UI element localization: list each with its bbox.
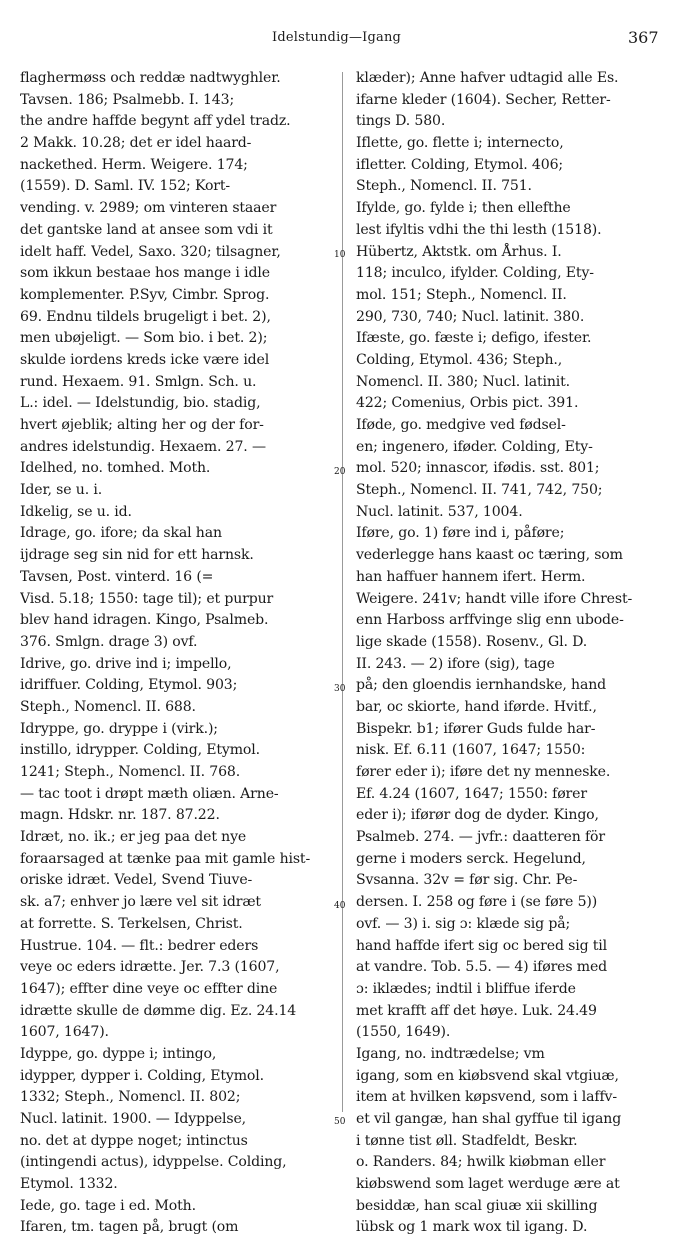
line-number: 20 bbox=[334, 467, 346, 477]
text-line: Iføre, go. 1) føre ind i, påføre; bbox=[356, 525, 565, 542]
text-line: på; den gloendis iernhandske, hand bbox=[356, 677, 607, 694]
text-line: at forrette. S. Terkelsen, Christ. bbox=[20, 915, 243, 932]
text-line: idriffuer. Colding, Etymol. 903; bbox=[20, 677, 238, 694]
text-line: 1332; Steph., Nomencl. II. 802; bbox=[20, 1089, 241, 1106]
text-line: en; ingenero, iføder. Colding, Ety- bbox=[356, 438, 593, 455]
text-line: Tavsen. 186; Psalmebb. I. 143; bbox=[20, 91, 235, 108]
text-line: mol. 151; Steph., Nomencl. II. bbox=[356, 286, 567, 303]
text-line: item at hvilken køpsvend, som i laffv- bbox=[356, 1089, 617, 1106]
text-line: Idelhed, no. tomhed. Moth. bbox=[20, 460, 211, 477]
text-line: magn. Hdskr. nr. 187. 87.22. bbox=[20, 807, 220, 824]
text-line: enn Harboss arffvinge slig enn ubode- bbox=[356, 612, 624, 629]
text-line: Tavsen, Post. vinterd. 16 (= bbox=[20, 568, 214, 585]
text-line: Iføde, go. medgive ved fødsel- bbox=[356, 417, 566, 433]
text-line: Ifylde, go. fylde i; then ellefthe bbox=[356, 200, 571, 217]
text-line: i tønne tist øll. Stadfeldt, Beskr. bbox=[356, 1132, 578, 1149]
text-line: no. det at dyppe noget; intinctus bbox=[20, 1132, 248, 1149]
text-line: sk. a7; enhver jo lære vel sit idræt bbox=[20, 894, 261, 911]
text-line: Visd. 5.18; 1550: tage til); et purpur bbox=[20, 590, 274, 607]
text-line: 2 Makk. 10.28; det er idel haard- bbox=[20, 135, 252, 152]
text-line: 69. Endnu tildels brugeligt i bet. 2), bbox=[20, 308, 271, 325]
text-line: Ider, se u. i. bbox=[20, 482, 103, 499]
left-column bbox=[20, 68, 332, 1239]
text-line: Iflette, go. flette i; internecto, bbox=[356, 135, 564, 152]
text-line: ijdrage seg sin nid for ett harnsk. bbox=[20, 547, 254, 564]
text-line: Idræt, no. ik.; er jeg paa det nye bbox=[20, 829, 247, 846]
text-line: komplementer. P.Syv, Cimbr. Sprog. bbox=[20, 286, 270, 303]
text-line: nisk. Ef. 6.11 (1607, 1647; 1550: bbox=[356, 742, 586, 759]
text-line: Steph., Nomencl. II. 751. bbox=[356, 178, 532, 195]
text-line: instillo, idrypper. Colding, Etymol. bbox=[20, 742, 260, 759]
text-line: Bispekr. b1; ifører Guds fulde har- bbox=[356, 720, 596, 737]
text-line: gerne i moders serck. Hegelund, bbox=[356, 850, 586, 867]
text-line: ifarne kleder (1604). Secher, Retter- bbox=[356, 91, 611, 108]
line-number: 40 bbox=[334, 901, 346, 911]
text-line: nackethed. Herm. Weigere. 174; bbox=[20, 156, 248, 173]
text-line: Nucl. latinit. 1900. — Idyppelse, bbox=[20, 1111, 247, 1127]
text-line: eder i); iførør dog de dyder. Kingo, bbox=[356, 807, 599, 824]
text-line: 290, 730, 740; Nucl. latinit. 380. bbox=[356, 308, 585, 325]
text-line: andres idelstundig. Hexaem. 27. — bbox=[20, 438, 266, 455]
text-line: vending. v. 2989; om vinteren staaer bbox=[20, 200, 277, 217]
text-line: Svsanna. 32v = før sig. Chr. Pe- bbox=[356, 872, 578, 889]
text-line: Etymol. 1332. bbox=[20, 1176, 118, 1193]
text-line: veye oc eders idrætte. Jer. 7.3 (1607, bbox=[20, 959, 280, 976]
text-line: som ikkun bestaae hos mange i idle bbox=[20, 265, 270, 282]
text-line: ifletter. Colding, Etymol. 406; bbox=[356, 156, 563, 173]
text-line: skulde iordens kreds icke være idel bbox=[20, 351, 270, 368]
text-line: Idryppe, go. dryppe i (virk.); bbox=[20, 720, 218, 737]
text-line: at vandre. Tob. 5.5. — 4) iføres med bbox=[356, 959, 608, 976]
text-line: Iede, go. tage i ed. Moth. bbox=[20, 1197, 196, 1214]
text-line: Ifæste, go. fæste i; defigo, ifester. bbox=[356, 330, 592, 347]
text-line: rund. Hexaem. 91. Smlgn. Sch. u. bbox=[20, 373, 257, 390]
text-line: Colding, Etymol. 436; Steph., bbox=[356, 351, 563, 368]
text-line: vederlegge hans kaast oc tæring, som bbox=[356, 547, 623, 564]
text-line: (1559). D. Saml. IV. 152; Kort- bbox=[20, 178, 230, 195]
text-line: 1241; Steph., Nomencl. II. 768. bbox=[20, 764, 241, 780]
text-line: foraarsaged at tænke paa mit gamle hist- bbox=[20, 850, 311, 867]
text-line: klæder); Anne hafver udtagid alle Es. bbox=[356, 70, 619, 86]
text-line: Psalmeb. 274. — jvfr.: daatteren för bbox=[356, 829, 605, 846]
text-line: et vil gangæ, han shal gyffue til igang bbox=[356, 1111, 622, 1127]
text-line: Ef. 4.24 (1607, 1647; 1550: fører bbox=[356, 785, 587, 802]
text-line: men ubøjeligt. — Som bio. i bet. 2); bbox=[20, 330, 268, 347]
text-line: kiøbswend som laget werduge ære at bbox=[356, 1176, 620, 1193]
line-number: 50 bbox=[334, 1117, 346, 1127]
line-number: 10 bbox=[334, 250, 346, 260]
text-line: II. 243. — 2) ifore (sig), tage bbox=[356, 655, 555, 672]
text-line: met krafft aff det høye. Luk. 24.49 bbox=[356, 1002, 597, 1019]
text-line: lige skade (1558). Rosenv., Gl. D. bbox=[356, 633, 588, 650]
text-line: Nucl. latinit. 537, 1004. bbox=[356, 503, 523, 520]
text-line: flaghermøss och reddæ nadtwyghler. bbox=[20, 70, 281, 86]
page-header bbox=[0, 30, 686, 54]
text-line: Steph., Nomencl. II. 688. bbox=[20, 698, 196, 715]
text-line: 1647); effter dine veye oc effter dine bbox=[20, 980, 278, 997]
text-line: L.: idel. — Idelstundig, bio. stadig, bbox=[20, 395, 261, 412]
text-line: Idyppe, go. dyppe i; intingo, bbox=[20, 1045, 217, 1062]
running-title: Idelstundig—Igang bbox=[272, 30, 402, 45]
text-line: ovf. — 3) i. sig ɔ: klæde sig på; bbox=[356, 915, 571, 932]
text-line: hvert øjeblik; alting her og der for- bbox=[20, 417, 264, 433]
line-number: 30 bbox=[334, 684, 346, 694]
text-line: Hustrue. 104. — flt.: bedrer eders bbox=[20, 937, 259, 954]
text-line: Idrive, go. drive ind i; impello, bbox=[20, 655, 232, 672]
text-line: oriske idræt. Vedel, Svend Tiuve- bbox=[20, 872, 253, 889]
text-line: 118; inculco, ifylder. Colding, Ety- bbox=[356, 265, 594, 282]
text-line: blev hand idragen. Kingo, Psalmeb. bbox=[20, 612, 269, 629]
text-line: igang, som en kiøbsvend skal vtgiuæ, bbox=[356, 1067, 619, 1084]
text-line: mol. 520; innascor, ifødis. sst. 801; bbox=[356, 460, 600, 477]
text-line: tings D. 580. bbox=[356, 113, 446, 130]
text-line: hand haffde ifert sig oc bered sig til bbox=[356, 937, 608, 954]
text-line: bar, oc skiorte, hand iførde. Hvitf., bbox=[356, 698, 597, 715]
text-line: Nomencl. II. 380; Nucl. latinit. bbox=[356, 373, 570, 390]
text-line: idrætte skulle de dømme dig. Ez. 24.14 bbox=[20, 1002, 297, 1019]
text-line: o. Randers. 84; hwilk kiøbman eller bbox=[356, 1154, 606, 1171]
page-number: 367 bbox=[628, 28, 659, 47]
text-line: Idrage, go. ifore; da skal han bbox=[20, 525, 222, 542]
text-line: fører eder i); iføre det ny menneske. bbox=[356, 764, 611, 780]
text-line: Hübertz, Aktstk. om Århus. I. bbox=[356, 243, 562, 260]
text-line: (intingendi actus), idyppelse. Colding, bbox=[20, 1154, 287, 1171]
text-line: idelt haff. Vedel, Saxo. 320; tilsagner, bbox=[20, 243, 281, 260]
text-line: lest ifyltis vdhi the thi lesth (1518). bbox=[356, 221, 602, 238]
text-line: 422; Comenius, Orbis pict. 391. bbox=[356, 395, 579, 412]
right-column bbox=[356, 68, 669, 1239]
text-line: han haffuer hannem ifert. Herm. bbox=[356, 568, 586, 585]
text-line: Steph., Nomencl. II. 741, 742, 750; bbox=[356, 482, 603, 499]
text-line: lübsk og 1 mark wox til igang. D. bbox=[356, 1219, 588, 1236]
text-line: ɔ: iklædes; indtil i bliffue iferde bbox=[356, 980, 576, 997]
text-line: — tac toot i drøpt mæth oliæn. Arne- bbox=[20, 785, 279, 802]
column-divider bbox=[342, 72, 343, 1112]
text-line: Igang, no. indtrædelse; vm bbox=[356, 1045, 545, 1062]
text-line: 376. Smlgn. drage 3) ovf. bbox=[20, 633, 198, 650]
text-line: det gantske land at ansee som vdi it bbox=[20, 221, 273, 238]
text-line: (1550, 1649). bbox=[356, 1024, 451, 1041]
text-line: Idkelig, se u. id. bbox=[20, 503, 132, 520]
text-line: dersen. I. 258 og føre i (se føre 5)) bbox=[356, 894, 598, 911]
text-line: idypper, dypper i. Colding, Etymol. bbox=[20, 1067, 264, 1084]
text-line: the andre haffde begynt aff ydel tradz. bbox=[20, 113, 291, 130]
text-line: 1607, 1647). bbox=[20, 1024, 109, 1041]
text-line: besiddæ, han scal giuæ xii skilling bbox=[356, 1197, 598, 1214]
text-line: Weigere. 241v; handt ville ifore Chrest- bbox=[356, 590, 633, 607]
text-line: Ifaren, tm. tagen på, brugt (om bbox=[20, 1219, 239, 1236]
